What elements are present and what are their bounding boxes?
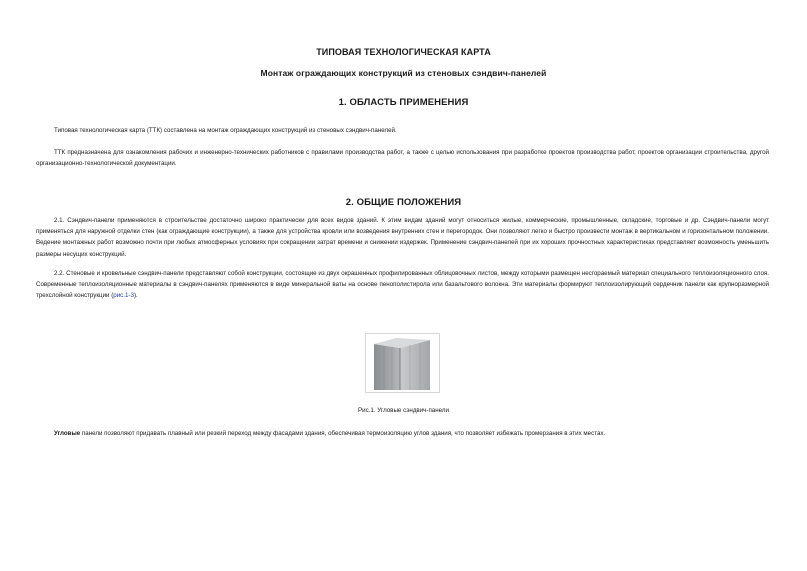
figure-reference-link[interactable]: рис.1-3 bbox=[113, 292, 134, 300]
panel-right-face bbox=[400, 340, 430, 390]
corner-panel-figure bbox=[365, 333, 440, 393]
paragraph-text-end: ). bbox=[133, 292, 138, 300]
panel-left-face bbox=[374, 344, 400, 390]
section-2-paragraph-3 bbox=[54, 428, 769, 439]
document-subtitle: Монтаж ограждающих конструкций из стеновых сэндвич-панелей bbox=[260, 68, 547, 78]
document-title: ТИПОВАЯ ТЕХНОЛОГИЧЕСКАЯ КАРТА bbox=[316, 47, 491, 57]
paragraph-bold-term: Угловые bbox=[54, 430, 81, 437]
corner-sandwich-panel-image bbox=[366, 334, 439, 392]
section-2-paragraph-1: 2.1. Сэндвич-панели применяются в строительстве достаточно широко практически для всех видов зданий. К этим видам зданий могут относиться жилые, коммерческие, промышленные, складские, торговые и др. Сэндвич-панели могут применяться для наружной отделки стен (как ограждающие конструкции), а также для устройства кровли или возведения внутренних стен и перегородок. Они позволяют легко и быстро произвести монтаж в вертикальном и горизонтальном положении. Ведение монтажных работ возможно почти при любых атмосферных условиях при сокращении затрат времени и снижении издержек. Применение сэндвич-панелей при их хороших прочностных характеристиках представляет возможность уменьшить размеры несущих конструкций. bbox=[36, 217, 769, 258]
section-1-paragraph-1: Типовая технологическая карта (ТТК) составлена на монтаж ограждающих конструкций из стеновых сэндвич-панелей. bbox=[54, 127, 397, 134]
paragraph-text: панели позволяют придавать плавный или резкий переход между фасадами здания, обеспечивая термоизоляцию углов здания, что позволяет избежать промерзания в этих местах. bbox=[80, 430, 606, 437]
figure-caption: Рис.1. Угловые сэндвич-панели bbox=[358, 407, 449, 414]
section-2-heading: 2. ОБЩИЕ ПОЛОЖЕНИЯ bbox=[345, 197, 462, 208]
section-2-paragraph-2 bbox=[36, 268, 769, 302]
section-1-heading: 1. ОБЛАСТЬ ПРИМЕНЕНИЯ bbox=[338, 97, 469, 108]
section-1-paragraph-2: ТТК предназначена для ознакомления рабочих и инженерно-технических работников с правилами производства работ, а также с целью использования при разработке проектов производства работ, проектов организации строительства, другой организационно-технологической документации. bbox=[36, 149, 769, 168]
paragraph-text: 2.2. Стеновые и кровельные сэндвич-панели представляют собой конструкции, состоящие из двух окрашенных профилированных облицовочных листов, между которыми размещен несгораемый материал специального теплоизоляционного слоя. Современные теплоизоляционные материалы в сэндвич-панелях применяются в виде минеральной ваты на основе пенополистирола или базальтового волокна. Эти материалы формируют теплоизолирующий сердечник панели как крупноразмерной трехслойной конструкции ( bbox=[36, 270, 769, 300]
